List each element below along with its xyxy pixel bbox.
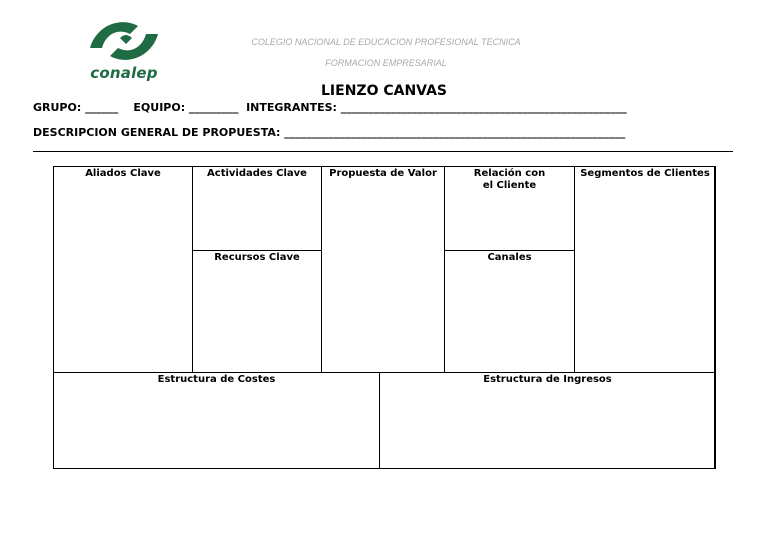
cell-estructura-ingresos[interactable]	[379, 372, 716, 469]
document-title: LIENZO CANVAS	[321, 83, 447, 99]
cell-label: Actividades Clave	[207, 168, 307, 179]
cell-label: Estructura de Costes	[157, 374, 276, 385]
grupo-equipo-integrantes-line[interactable]: GRUPO: ______ EQUIPO: _________ INTEGRANTES: ____________________________________________________	[33, 101, 627, 114]
cell-label: Segmentos de Clientes	[580, 168, 710, 179]
cell-label: Propuesta de Valor	[329, 168, 437, 179]
department-name: FORMACION EMPRESARIAL	[325, 58, 447, 68]
cell-label: Canales	[487, 252, 532, 263]
business-model-canvas	[53, 166, 715, 469]
cell-segmentos-clientes[interactable]	[574, 166, 716, 373]
cell-label: Aliados Clave	[85, 168, 161, 179]
cell-relacion-cliente[interactable]	[444, 166, 575, 251]
cell-actividades-clave[interactable]	[192, 166, 322, 251]
cell-recursos-clave[interactable]	[192, 250, 322, 373]
cell-aliados-clave[interactable]	[53, 166, 193, 373]
conalep-logo	[84, 18, 164, 86]
descripcion-line[interactable]: DESCRIPCION GENERAL DE PROPUESTA: ______________________________________________________________	[33, 126, 626, 139]
cell-label: Estructura de Ingresos	[483, 374, 612, 385]
cell-label: Relación con el Cliente	[473, 168, 546, 191]
conalep-logo-icon	[86, 18, 162, 64]
separator-line	[33, 151, 733, 152]
cell-canales[interactable]	[444, 250, 575, 373]
cell-estructura-costes[interactable]	[53, 372, 380, 469]
cell-label: Recursos Clave	[214, 252, 300, 263]
cell-propuesta-de-valor[interactable]	[321, 166, 445, 373]
logo-text: conalep	[90, 64, 158, 82]
institution-name: COLEGIO NACIONAL DE EDUCACION PROFESIONAL TECNICA	[251, 37, 521, 47]
